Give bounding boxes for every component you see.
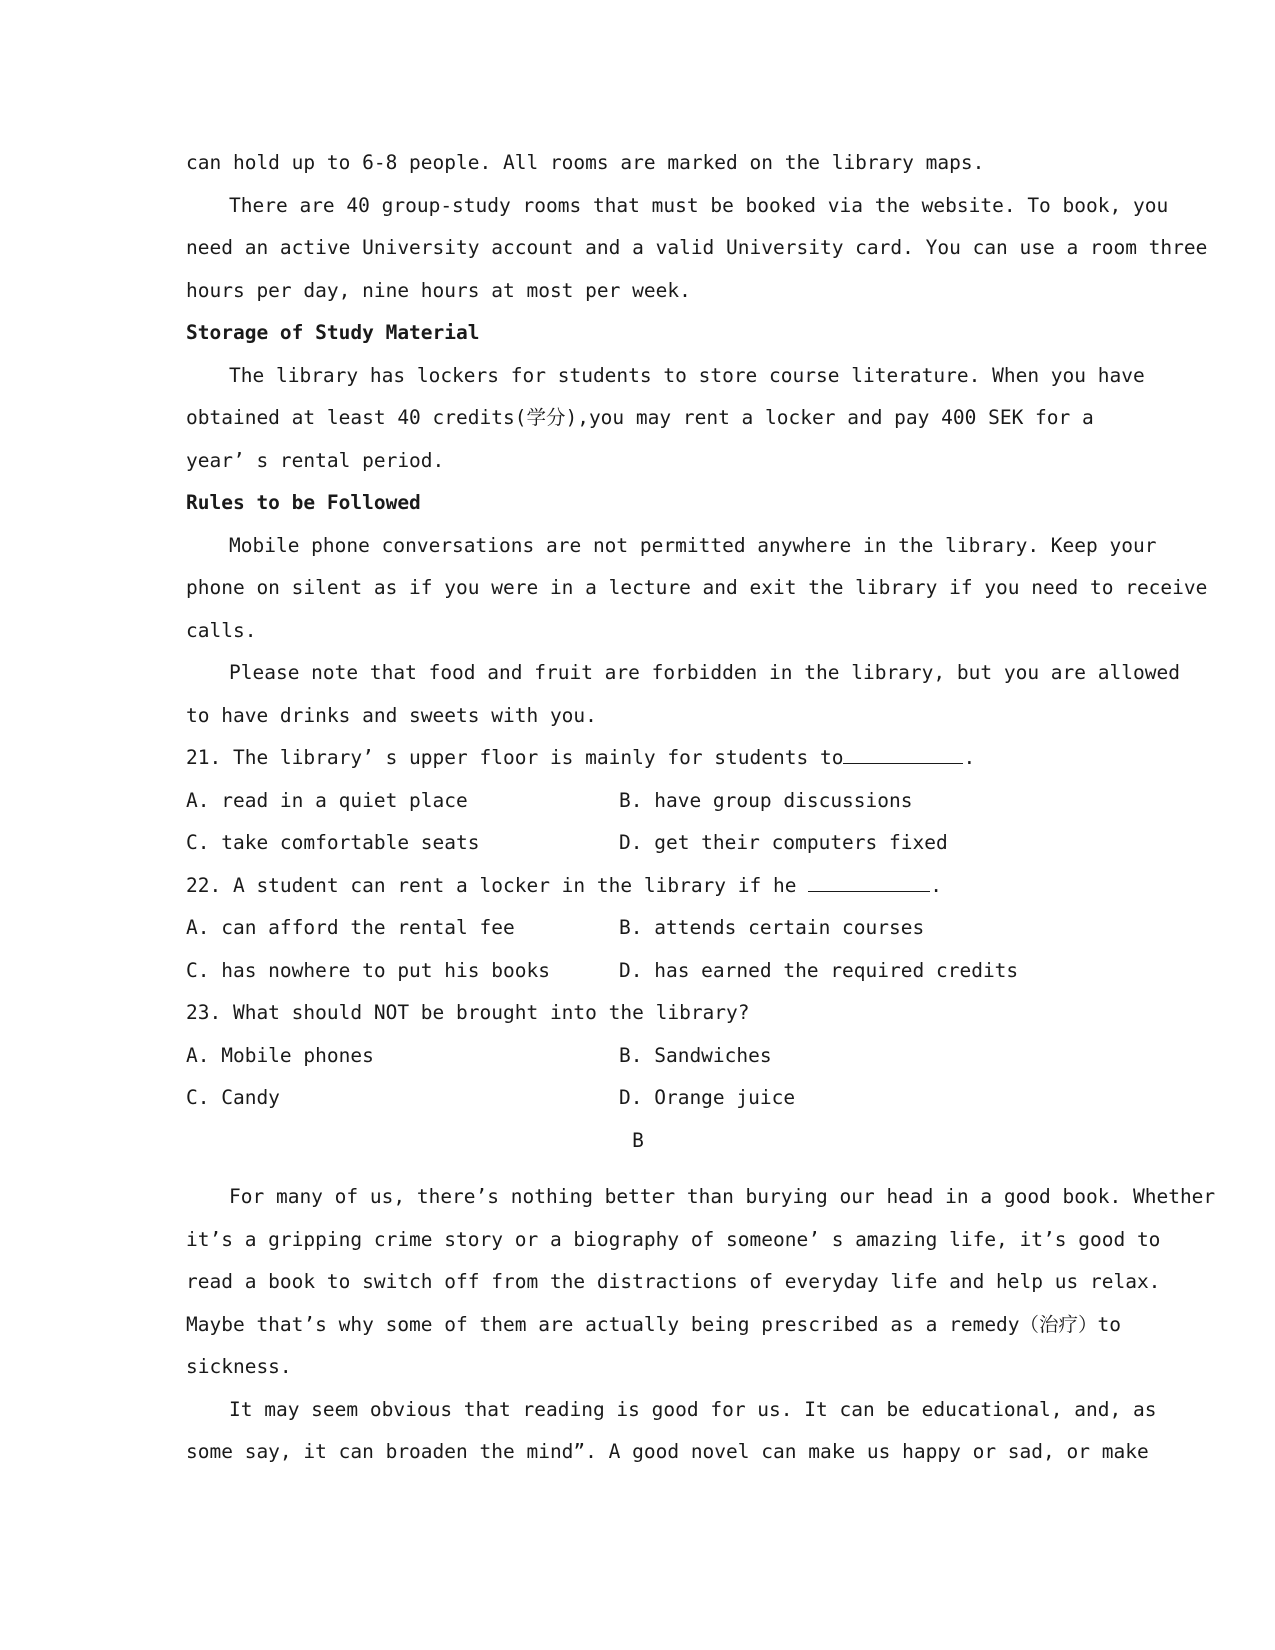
option-a: A. can afford the rental fee bbox=[186, 916, 515, 939]
spacer bbox=[186, 1162, 1090, 1176]
paragraph-line: Mobile phone conversations are not permitted anywhere in the library. Keep your bbox=[229, 533, 1157, 557]
section-heading-rules: Rules to be Followed bbox=[186, 491, 421, 514]
option-b: B. have group discussions bbox=[619, 788, 913, 812]
paragraph-line: The library has lockers for students to store course literature. When you have bbox=[229, 363, 1145, 387]
paragraph-line: For many of us, there’s nothing better than burying our head in a good book. Whether bbox=[229, 1185, 1216, 1208]
option-c: C. take comfortable seats bbox=[186, 831, 480, 854]
option-c: C. Candy bbox=[186, 1086, 280, 1109]
question-22-options-row bbox=[186, 950, 1090, 993]
option-c: C. has nowhere to put his books bbox=[186, 958, 550, 982]
question-22-options-row bbox=[186, 907, 1090, 950]
paragraph-line: some say, it can broaden the mind”. A good novel can make us happy or sad, or make bbox=[186, 1440, 1149, 1463]
question-23-options-row bbox=[186, 1035, 1090, 1078]
question-end: . bbox=[930, 873, 942, 897]
question-21-options-row bbox=[186, 822, 1090, 865]
option-a: A. Mobile phones bbox=[186, 1043, 374, 1067]
paragraph-line: need an active University account and a valid University card. You can use a room three bbox=[186, 236, 1208, 259]
option-b: B. attends certain courses bbox=[619, 916, 925, 939]
paragraph-line: to have drinks and sweets with you. bbox=[186, 703, 597, 727]
question-23-stem: 23. What should NOT be brought into the library? bbox=[186, 1001, 750, 1024]
answer-blank bbox=[808, 865, 930, 892]
question-text: 22. A student can rent a locker in the library if he bbox=[186, 873, 809, 897]
question-end: . bbox=[963, 746, 976, 769]
paragraph-line: hours per day, nine hours at most per week. bbox=[186, 278, 691, 302]
question-23-options-row bbox=[186, 1077, 1090, 1120]
section-b-label: B bbox=[632, 1128, 644, 1152]
question-text: 21. The library’ s upper floor is mainly for students to bbox=[186, 746, 844, 769]
paragraph-line: read a book to switch off from the distractions of everyday life and help us relax. bbox=[186, 1270, 1161, 1293]
option-d: D. Orange juice bbox=[619, 1086, 796, 1109]
paragraph-line: Maybe that’s why some of them are actually being prescribed as a remedy（治疗）to bbox=[186, 1312, 1122, 1336]
option-d: D. get their computers fixed bbox=[619, 831, 948, 854]
answer-blank bbox=[843, 737, 963, 764]
section-heading-storage: Storage of Study Material bbox=[186, 321, 480, 344]
question-21-options-row bbox=[186, 780, 1090, 823]
option-b: B. Sandwiches bbox=[619, 1043, 772, 1067]
paragraph-line: obtained at least 40 credits(学分),you may rent a locker and pay 400 SEK for a bbox=[186, 406, 1094, 429]
question-21-stem bbox=[186, 737, 1090, 780]
paragraph-line: There are 40 group-study rooms that must be booked via the website. To book, you bbox=[229, 193, 1169, 217]
paragraph-line: phone on silent as if you were in a lecture and exit the library if you need to receive bbox=[186, 576, 1208, 599]
option-d: D. has earned the required credits bbox=[619, 958, 1019, 982]
option-a: A. read in a quiet place bbox=[186, 788, 468, 812]
paragraph-line: it’s a gripping crime story or a biography of someone’ s amazing life, it’s good to bbox=[186, 1227, 1161, 1251]
paragraph-line: It may seem obvious that reading is good for us. It can be educational, and, as bbox=[229, 1397, 1157, 1421]
document-page bbox=[186, 142, 1216, 1474]
question-22-stem bbox=[186, 865, 1090, 908]
paragraph-line: year’ s rental period. bbox=[186, 448, 445, 472]
paragraph-line: calls. bbox=[186, 618, 257, 642]
paragraph-line: sickness. bbox=[186, 1355, 292, 1378]
paragraph-line: can hold up to 6-8 people. All rooms are marked on the library maps. bbox=[186, 151, 985, 174]
paragraph-line: Please note that food and fruit are forbidden in the library, but you are allowed bbox=[229, 661, 1180, 684]
